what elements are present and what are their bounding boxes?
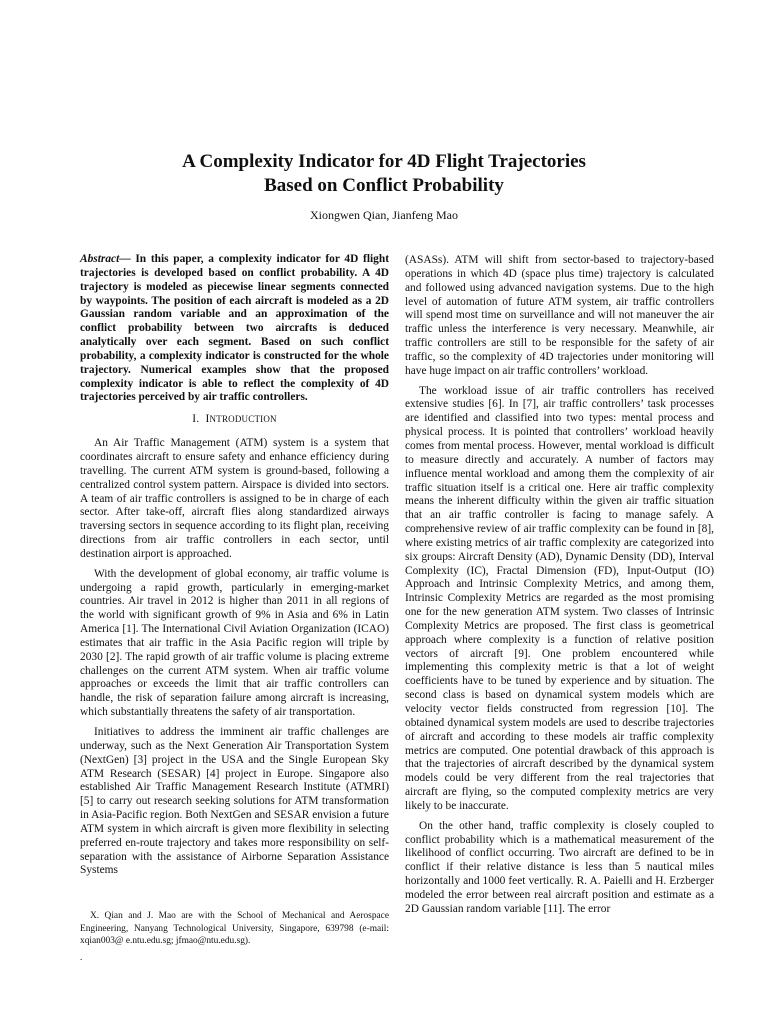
body-paragraph: The workload issue of air traffic controllers has received extensive studies [6]. In [7], air traffic controllers’ task processes are identified and classified into two types: mental process and physical process. It is pointed that controllers’ workload heavily comes from mental process. However, mental workload is difficult to measure directly and accurately. A number of factors may influence mental workload and among them the complexity of air traffic situation itself is a critical one. Here air traffic complexity means the inherent difficulty within the given air traffic situation that an air traffic controller is facing to manage safely. A comprehensive review of air traffic complexity can be found in [8], where existing metrics of air traffic complexity are categorized into six groups: Aircraft Density (AD), Dynamic Density (DD), Interval Complexity (IC), Fractal Dimension (FD), Input-Output (IO) Approach and Intrinsic Complexity Metrics, and among them, Intrinsic Complexity Metrics are regarded as the most promising one for the new generation ATM system. Two classes of Intrinsic Complexity Metrics are proposed. The first class is geometrical approach where complexity is a function of relative position vectors of aircraft [9]. One problem encountered while implementing this complexity metric is that a lot of weight coefficients have to be tuned by experience and by situation. The second class is based on dynamical system models which are velocity vector fields constructed from regression [10]. The obtained dynamical system models are used to describe trajectories of aircraft and according to these models air traffic complexity metrics are computed. One potential drawback of this approach is that the trajectories of aircraft described by the dynamical system models could be very different from the real trajectories that aircraft are flying, so the computed complexity metrics are very likely to be inaccurate. (405, 384, 714, 812)
abstract-label: Abstract (80, 253, 120, 265)
title-line-2: Based on Conflict Probability (264, 175, 504, 196)
abstract-body: — In this paper, a complexity indicator for 4D flight trajectories is developed based on conflict probability. A 4D trajectory is modeled as piecewise linear segments connected by waypoints. The position of each aircraft is modeled as a 2D Gaussian random variable and an approximation of the conflict probability between two aircrafts is deduced analytically over each segment. Based on such conflict probability, a complexity indicator is constructed for the whole trajectory. Numerical examples show that the proposed complexity indicator is able to reflect the complexity of 4D trajectories perceived by air traffic controllers. (80, 253, 389, 404)
body-paragraph: Initiatives to address the imminent air traffic challenges are underway, such as the Next Generation Air Transportation System (NextGen) [3] project in the USA and the Single European Sky ATM Research (SESAR) [4] project in Europe. Singapore also established Air Traffic Management Research Institute (ATMRI) [5] to carry out research seeking solutions for ATM transformation in Asia-Pacific region. Both NextGen and SESAR envision a future ATM system in which aircraft is given more flexibility in selecting preferred en-route trajectory and takes more responsibility on self-separation with the assistance of Airborne Separation Assistance Systems (80, 726, 389, 877)
author-list: Xiongwen Qian, Jianfeng Mao (310, 208, 458, 222)
body-paragraph: An Air Traffic Management (ATM) system is a system that coordinates aircraft to ensure safety and enhance efficiency during travelling. The current ATM system is ground-based, following a centralized control system pattern. Airspace is divided into sectors. A team of air traffic controllers is assigned to be in charge of each sector. After take-off, aircraft flies along standardized airways traversing sectors in sequence according to its flight plan, receiving directions from air traffic controllers in each sector, until destination airport is approached. (80, 437, 389, 560)
section-title-initial: I (205, 413, 210, 426)
footnote-dot: . (80, 952, 83, 962)
title-line-1: A Complexity Indicator for 4D Flight Trajectories (182, 151, 586, 172)
body-paragraph: On the other hand, traffic complexity is closely coupled to conflict probability which is a mathematical measurement of the likelihood of conflict occurring. Two aircraft are defined to be in conflict if their relative distance is less than 5 nautical miles horizontally and 1000 feet vertically. R. A. Paielli and H. Erzberger modeled the error between real aircraft position and estimate as a 2D Gaussian random variable [11]. The error (405, 819, 714, 915)
affiliation-footnote: X. Qian and J. Mao are with the School of Mechanical and Aerospace Engineering, Nanyang Technological University, Singapore, 639798 (e-mail: xqian003@ e.ntu.edu.sg; jfmao@ntu.edu.sg). (80, 911, 389, 946)
right-column (405, 254, 714, 923)
section-heading-introduction (80, 413, 389, 427)
section-number: I. (192, 413, 200, 426)
left-column (80, 253, 389, 884)
paper-title (0, 150, 768, 198)
body-paragraph: (ASASs). ATM will shift from sector-based to trajectory-based operations in which 4D (space plus time) trajectory is calculated and followed using advanced navigation systems. Due to the high level of automation of future ATM system, air traffic controllers will spend most time on surveillance and will not maneuver the air traffic unless the interference is very necessary. Meanwhile, air traffic controllers are still to be responsible for the safety of air traffic, so the complexity of 4D trajectories under monitoring will have huge impact on air traffic controllers’ workload. (405, 254, 714, 377)
body-paragraph: With the development of global economy, air traffic volume is undergoing a rapid growth, particularly in emerging-market countries. Air travel in 2012 is higher than 2011 in all regions of the world with significant growth of 9% in Asia and 6% in Latin America [1]. The International Civil Aviation Organization (ICAO) estimates that air traffic in the Asia Pacific region will triple by 2030 [2]. The rapid growth of air traffic volume is placing extreme challenges on the current ATM system. When air traffic volume approaches or exceeds the limit that air traffic controllers can handle, the risk of separation failure among aircraft is increasing, which substantially threatens the safety of air transportation. (80, 567, 389, 719)
section-title-rest: NTRODUCTION (209, 414, 277, 425)
abstract (80, 253, 389, 405)
